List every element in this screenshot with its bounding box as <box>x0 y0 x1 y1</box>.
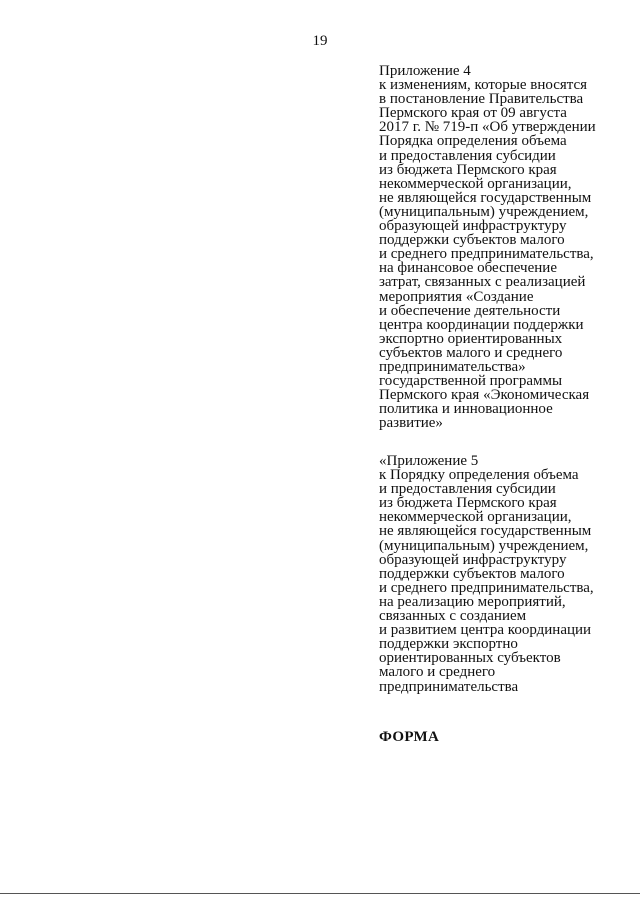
appendix-4-line: субъектов малого и среднего <box>379 344 563 361</box>
appendix-4-line: мероприятия «Создание <box>379 288 534 305</box>
appendix-4-line: Приложение 4 <box>379 63 471 79</box>
appendix-5-line: образующей инфраструктуру <box>379 551 567 568</box>
appendix-4-line: и среднего предпринимательства, <box>379 246 594 263</box>
page-number: 19 <box>312 33 328 49</box>
appendix-4-line: развитие» <box>379 415 443 432</box>
appendix-4-line: политика и инновационное <box>379 401 553 418</box>
appendix-5-line: некоммерческой организации, <box>379 509 572 526</box>
appendix-5-line: к Порядку определения объема <box>379 467 579 484</box>
appendix-5-line: и предоставления субсидии <box>379 481 556 498</box>
appendix-5-line: (муниципальным) учреждением, <box>379 537 589 554</box>
appendix-4-line: затрат, связанных с реализацией <box>379 274 586 291</box>
appendix-4-line: Пермского края «Экономическая <box>379 387 590 404</box>
appendix-4-line: к изменениям, которые вносятся <box>379 77 588 94</box>
appendix-5-line: из бюджета Пермского края <box>379 495 557 512</box>
appendix-5-line: и среднего предпринимательства, <box>379 579 594 596</box>
appendix-5-line: малого и среднего <box>379 664 496 681</box>
appendix-4-header <box>379 64 634 430</box>
appendix-4-line: в постановление Правительства <box>379 91 584 108</box>
appendix-4-line: и предоставления субсидии <box>379 147 556 164</box>
appendix-4-line: центра координации поддержки <box>379 316 584 333</box>
appendix-5-line: и развитием центра координации <box>379 622 592 639</box>
page-bottom-divider <box>0 893 640 894</box>
appendix-5-line: поддержки субъектов малого <box>379 565 565 582</box>
appendix-5-line: на реализацию мероприятий, <box>379 593 566 610</box>
appendix-4-line: поддержки субъектов малого <box>379 232 565 249</box>
appendix-4-line: государственной программы <box>379 373 563 390</box>
appendix-5-line: поддержки экспортно <box>379 636 518 653</box>
appendix-5-line: связанных с созданием <box>379 608 527 625</box>
appendix-5-line: «Приложение 5 <box>379 453 479 469</box>
appendix-4-line: Пермского края от 09 августа <box>379 105 567 122</box>
appendix-4-line: Порядка определения объема <box>379 133 567 150</box>
appendix-4-line: на финансовое обеспечение <box>379 260 557 277</box>
appendix-4-line: образующей инфраструктуру <box>379 218 567 235</box>
appendix-4-line: некоммерческой организации, <box>379 175 572 192</box>
appendix-4-line: 2017 г. № 719-п «Об утверждении <box>379 119 596 136</box>
appendix-5-line: не являющейся государственным <box>379 523 592 540</box>
appendix-4-line: из бюджета Пермского края <box>379 161 557 178</box>
appendix-4-line: и обеспечение деятельности <box>379 302 561 319</box>
appendix-4-line: экспортно ориентированных <box>379 330 563 347</box>
appendix-4-line: предпринимательства» <box>379 358 526 375</box>
appendix-5-header <box>379 454 634 694</box>
appendix-5-line: предпринимательства <box>379 678 519 695</box>
appendix-4-line: (муниципальным) учреждением, <box>379 203 589 220</box>
form-title: ФОРМА <box>379 729 440 745</box>
appendix-5-line: ориентированных субъектов <box>379 650 561 667</box>
appendix-4-line: не являющейся государственным <box>379 189 592 206</box>
